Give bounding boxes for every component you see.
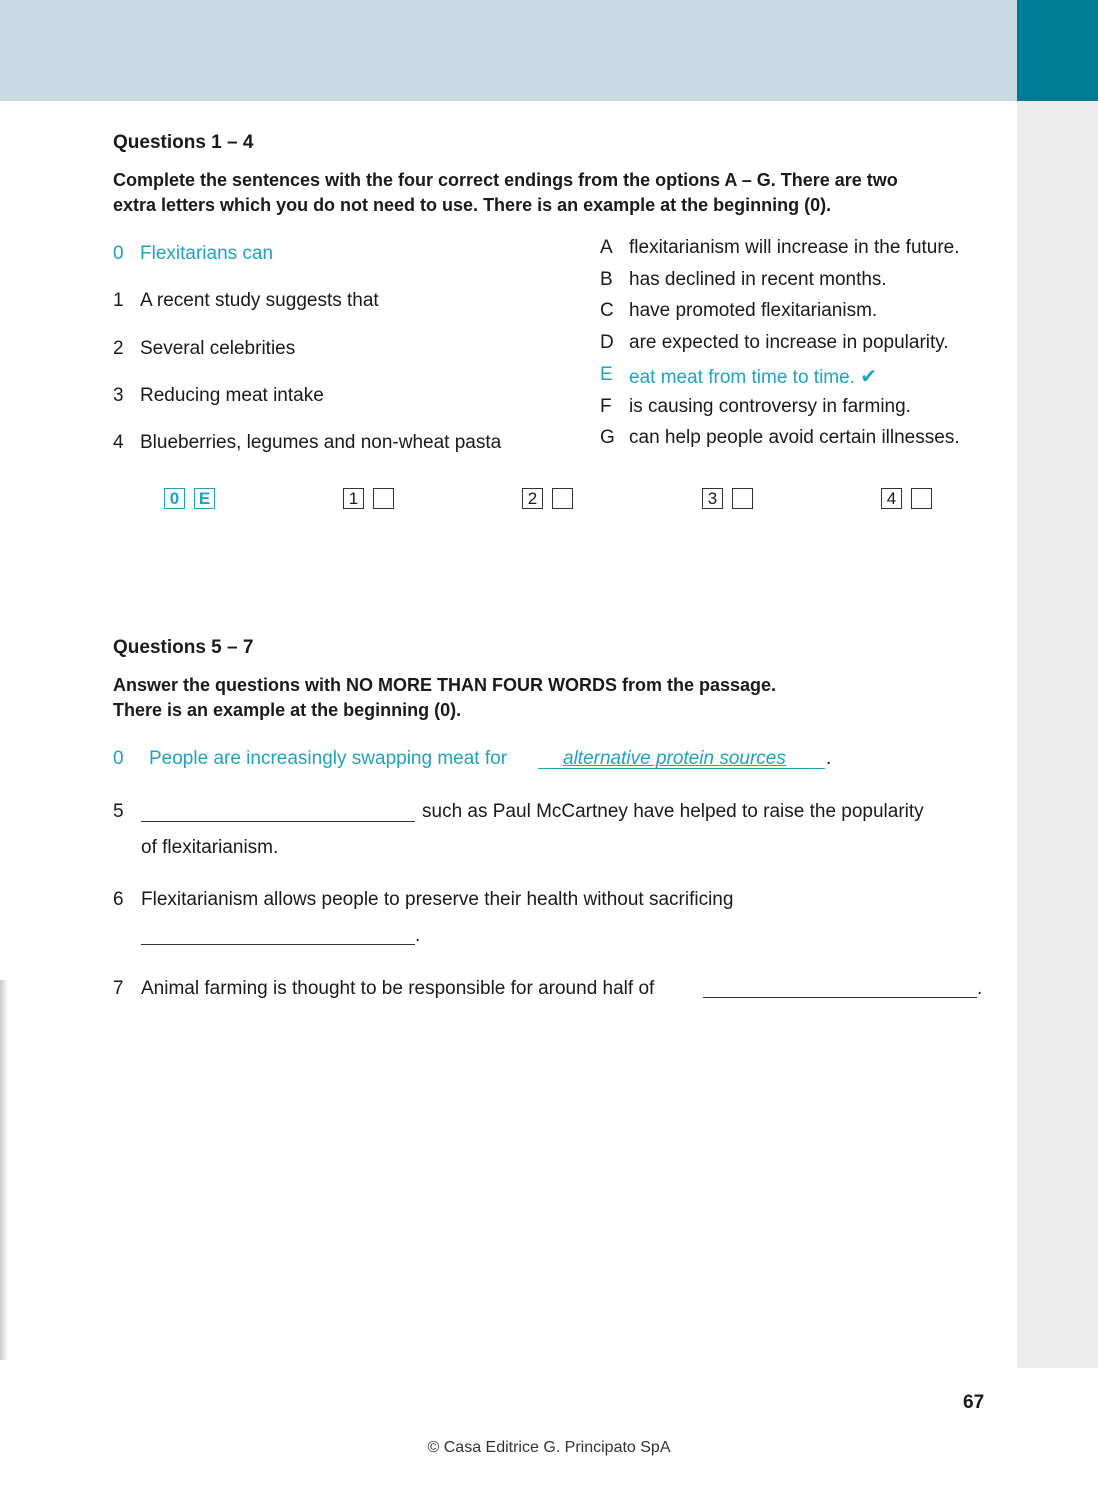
stem-text: Flexitarians can (140, 243, 274, 264)
example-text: People are increasingly swapping meat for (149, 748, 508, 769)
example-question (113, 748, 124, 770)
option-e (600, 364, 878, 388)
answer-box-number-2: 2 (522, 488, 543, 509)
answer-box-3[interactable] (732, 488, 753, 509)
answer-box-4[interactable] (911, 488, 932, 509)
option-d (600, 332, 949, 354)
question-7-number: 7 (113, 978, 124, 999)
option-text (629, 364, 877, 389)
question-6-period: . (415, 925, 421, 946)
answer-box-number-3: 3 (702, 488, 723, 509)
example-number: 0 (113, 748, 124, 769)
option-text: is causing controversy in farming. (629, 396, 911, 417)
example-answer: alternative protein sources (563, 748, 786, 769)
question-5-text-line2: of flexitarianism. (141, 837, 279, 858)
option-text-label: eat meat from time to time. (629, 367, 855, 388)
stem-number: 3 (113, 385, 124, 406)
section2-instructions-line1: Answer the questions with NO MORE THAN FOUR WORDS from the passage. (113, 675, 777, 695)
option-letter: G (600, 427, 615, 448)
answer-box-0: E (194, 488, 215, 509)
stem-text: Several celebrities (140, 338, 296, 359)
check-mark-icon: ✔ (860, 366, 878, 388)
question-6-number: 6 (113, 889, 124, 910)
side-band (1017, 101, 1098, 1368)
top-band (0, 0, 1017, 101)
answer-box-number-4: 4 (881, 488, 902, 509)
stem-0 (113, 243, 274, 265)
stem-2 (113, 338, 296, 360)
option-a (600, 237, 960, 259)
answer-box-number-0: 0 (164, 488, 185, 509)
question-7-period: . (977, 978, 983, 999)
section1-heading: Questions 1 – 4 (113, 132, 254, 153)
stem-3 (113, 385, 324, 407)
question-5-text: such as Paul McCartney have helped to raise the popularity (422, 801, 924, 822)
option-letter: F (600, 396, 612, 417)
question-5-number: 5 (113, 801, 124, 822)
option-b (600, 269, 887, 291)
stem-number: 1 (113, 290, 124, 311)
stem-4 (113, 432, 502, 454)
example-period: . (826, 748, 832, 769)
stem-text: A recent study suggests that (140, 290, 379, 311)
option-letter: C (600, 300, 614, 321)
stem-text: Blueberries, legumes and non-wheat pasta (140, 432, 502, 453)
option-letter: B (600, 269, 613, 290)
page-edge-shadow (0, 980, 8, 1360)
answer-box-number-1: 1 (343, 488, 364, 509)
copyright-notice: © Casa Editrice G. Principato SpA (427, 1439, 671, 1456)
answer-box-2[interactable] (552, 488, 573, 509)
section2-heading: Questions 5 – 7 (113, 637, 254, 658)
option-letter: A (600, 237, 613, 258)
stem-number: 0 (113, 243, 124, 264)
page-number: 67 (963, 1392, 985, 1413)
option-f (600, 396, 911, 418)
option-text: can help people avoid certain illnesses. (629, 427, 960, 448)
option-letter: E (600, 364, 613, 385)
option-text: have promoted flexitarianism. (629, 300, 878, 321)
question-7-text: Animal farming is thought to be responsible for around half of (141, 978, 655, 999)
section2-instructions (113, 673, 776, 723)
question-6-answer-line[interactable] (141, 944, 415, 945)
section1-instructions-line1: Complete the sentences with the four correct endings from the options A – G. There are two (113, 170, 898, 190)
section1-instructions (113, 168, 898, 218)
option-c (600, 300, 878, 322)
corner-tab (1017, 0, 1098, 101)
stem-number: 4 (113, 432, 124, 453)
option-g (600, 427, 960, 449)
option-text: has declined in recent months. (629, 269, 887, 290)
section2-instructions-line2: There is an example at the beginning (0). (113, 700, 462, 720)
section1-instructions-line2: extra letters which you do not need to use. There is an example at the beginning (0). (113, 195, 832, 215)
question-6-text: Flexitarianism allows people to preserve their health without sacrificing (141, 889, 734, 910)
answer-box-1[interactable] (373, 488, 394, 509)
option-text: flexitarianism will increase in the future. (629, 237, 960, 258)
question-7-answer-line[interactable] (703, 997, 977, 998)
stem-text: Reducing meat intake (140, 385, 324, 406)
option-letter: D (600, 332, 614, 353)
stem-1 (113, 290, 379, 312)
question-5-answer-line[interactable] (141, 821, 415, 822)
option-text: are expected to increase in popularity. (629, 332, 949, 353)
stem-number: 2 (113, 338, 124, 359)
